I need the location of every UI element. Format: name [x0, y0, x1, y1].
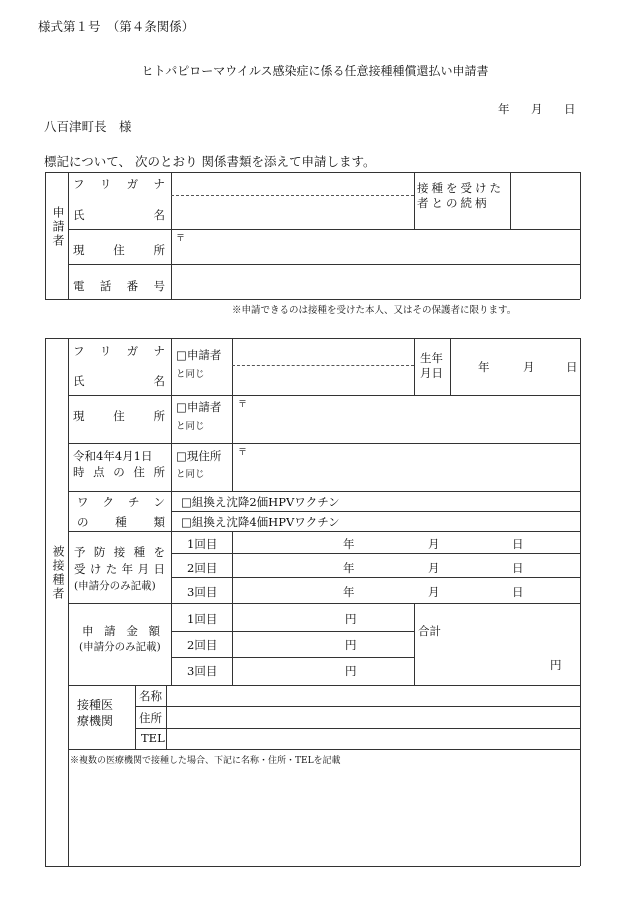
same-as-address-checkbox[interactable]: □現住所 — [176, 449, 222, 463]
birth-day: 日 — [566, 360, 578, 374]
applicant-postal-mark: 〒 — [176, 234, 186, 244]
recipient-name-label: 氏 名 — [73, 374, 165, 388]
dose3-day: 日 — [512, 585, 524, 599]
dose2-year: 年 — [343, 561, 355, 575]
applicant-group-label: 申請者 — [51, 206, 65, 248]
form-title: ヒトパピローマウイルス感染症に係る任意接種種償還払い申請書 — [141, 64, 489, 78]
dose1-year: 年 — [343, 537, 355, 551]
same-as-address-text: と同じ — [176, 469, 205, 480]
yen-2: 円 — [345, 638, 357, 652]
dose3-month: 月 — [428, 585, 440, 599]
date-month: 月 — [531, 102, 543, 116]
dose1-day: 日 — [512, 537, 524, 551]
recipient-postal-mark-2: 〒 — [238, 448, 248, 458]
clinic-label-1: 接種医 — [77, 698, 114, 712]
r4-address-label-1: 令和4年4月1日 — [73, 449, 153, 463]
recipient-postal-mark-1: 〒 — [238, 400, 248, 410]
yen-1: 円 — [345, 612, 357, 626]
birth-label-line1: 生年 — [420, 351, 443, 365]
dose2-month: 月 — [428, 561, 440, 575]
dose1-month: 月 — [428, 537, 440, 551]
r4-address-label-2: 時 点 の 住 所 — [73, 465, 165, 479]
clinic-name-label: 名称 — [139, 689, 162, 703]
same-as-applicant-text-1: と同じ — [176, 369, 205, 380]
date-year: 年 — [498, 102, 510, 116]
total-yen: 円 — [550, 658, 562, 672]
birth-month: 月 — [523, 360, 535, 374]
same-as-applicant-checkbox-1[interactable]: □申請者 — [176, 348, 222, 362]
applicant-name-label: 氏 名 — [73, 208, 165, 222]
same-as-applicant-checkbox-2[interactable]: □申請者 — [176, 400, 222, 414]
applicant-phone-label: 電 話 番 号 — [73, 279, 165, 293]
vaccination-date-label-3: (申請分のみ記載) — [74, 580, 156, 592]
vaccine-label-1: ワ ク チ ン — [77, 495, 165, 509]
clinic-tel-label: TEL — [141, 731, 165, 745]
applicant-note: ※申請できるのは接種を受けた本人、又はその保護者に限ります。 — [232, 305, 517, 316]
vaccination-date-label-2: 受 け た 年 月 日 — [74, 562, 165, 576]
vaccination-date-label-1: 予 防 接 種 を — [74, 545, 165, 559]
amount-dose-2: 2回目 — [187, 638, 218, 652]
dose-label-2: 2回目 — [187, 561, 218, 575]
applicant-furigana-label: フ リ ガ ナ — [73, 177, 165, 191]
relation-label: 接種を受けた者との続柄 — [417, 181, 504, 210]
recipient-address-label: 現 住 所 — [73, 409, 165, 423]
date-day: 日 — [564, 102, 576, 116]
intro-text: 標記について、 次のとおり 関係書類を添えて申請します。 — [44, 154, 376, 169]
dose-label-1: 1回目 — [187, 537, 218, 551]
vaccine-option-2valent[interactable]: □組換え沈降2価HPVワクチン — [181, 495, 340, 509]
total-label: 合計 — [418, 624, 441, 638]
birth-label-line2: 月日 — [420, 366, 443, 380]
recipient-group-label: 被接種者 — [51, 545, 65, 601]
vaccine-label-2: の 種 類 — [77, 515, 165, 529]
clinic-label-2: 療機関 — [77, 714, 114, 728]
same-as-applicant-text-2: と同じ — [176, 421, 205, 432]
dose2-day: 日 — [512, 561, 524, 575]
amount-label-1: 申 請 金 額 — [82, 624, 160, 638]
vaccine-option-4valent[interactable]: □組換え沈降4価HPVワクチン — [181, 515, 340, 529]
amount-dose-3: 3回目 — [187, 664, 218, 678]
amount-dose-1: 1回目 — [187, 612, 218, 626]
addressee: 八百津町長 様 — [44, 119, 132, 134]
amount-label-2: (申請分のみ記載) — [79, 641, 161, 653]
yen-3: 円 — [345, 664, 357, 678]
form-number: 様式第１号 （第４条関係） — [38, 19, 195, 34]
recipient-furigana-label: フ リ ガ ナ — [73, 344, 165, 358]
applicant-address-label: 現 住 所 — [73, 243, 165, 257]
clinic-note: ※複数の医療機関で接種した場合、下記に名称・住所・TELを記載 — [70, 756, 341, 766]
clinic-address-label: 住所 — [139, 711, 162, 725]
dose3-year: 年 — [343, 585, 355, 599]
dose-label-3: 3回目 — [187, 585, 218, 599]
birth-year: 年 — [478, 360, 490, 374]
